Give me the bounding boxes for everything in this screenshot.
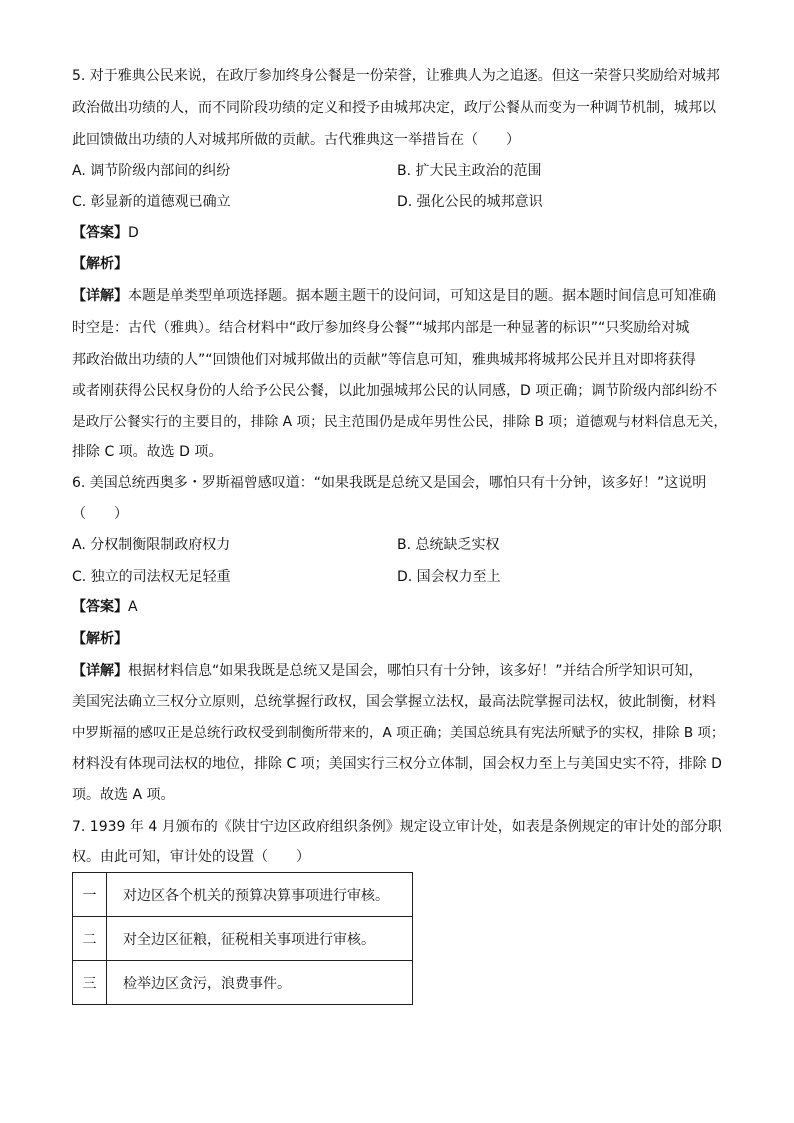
q5-detail-line-3: 邦政治做出功绩的人”“回馈他们对城邦做出的贡献”等信息可知，雅典城邦将城邦公民并且对即将获得	[72, 352, 696, 368]
q5-detail-line-2: 时空是：古代（雅典）。结合材料中“政厅参加终身公餐”“城邦内部是一种显著的标识”“只奖励给对城	[72, 320, 690, 336]
q6-detail-line-5: 项。故选 A 项。	[72, 787, 175, 803]
q5-detail-line-4: 或者刚获得公民权身份的人给予公民公餐，以此加强城邦公民的认同感，D 项正确；调节阶级内部纠纷不	[72, 383, 718, 399]
q6-analysis-label: 【解析】	[72, 631, 128, 647]
q5-option-b: B. 扩大民主政治的范围	[397, 163, 542, 179]
detail-text: 本题是单类型单项选择题。据本题主题干的设问词，可知这是目的题。据本题时间信息可知准确	[128, 288, 716, 304]
table-row	[73, 917, 413, 961]
answer-value: D	[128, 225, 139, 241]
row-text: 检举边区贪污，浪费事件。	[107, 961, 413, 1005]
q7-stem-line-2: 权。由此可知，审计处的设置（ ）	[72, 849, 310, 865]
q6-option-a: A. 分权制衡限制政府权力	[72, 537, 231, 553]
detail-text: 根据材料信息“如果我既是总统又是国会，哪怕只有十分钟，该多好！”并结合所学知识可知，	[128, 663, 703, 679]
q6-detail-line-2: 美国宪法确立三权分立原则，总统掌握行政权，国会掌握立法权，最高法院掌握司法权，彼此制衡，材料	[72, 694, 716, 710]
answer-label: 【答案】	[72, 599, 128, 615]
table-row	[73, 873, 413, 917]
row-number: 一	[73, 873, 107, 917]
q5-detail-line-6: 排除 C 项。故选 D 项。	[72, 444, 223, 460]
q5-answer	[72, 223, 139, 243]
row-number: 二	[73, 917, 107, 961]
detail-label: 【详解】	[72, 288, 128, 304]
q6-stem-line-2: （ ）	[72, 506, 128, 522]
q5-stem-line-3: 此回馈做出功绩的人对城邦所做的贡献。古代雅典这一举措旨在（ ）	[72, 132, 520, 148]
q6-option-b: B. 总统缺乏实权	[397, 537, 500, 553]
detail-label: 【详解】	[72, 663, 128, 679]
q6-answer	[72, 597, 138, 617]
q5-stem-line-2: 政治做出功绩的人，而不同阶段功绩的定义和授予由城邦决定，政厅公餐从而变为一种调节机制，城邦以	[72, 100, 716, 116]
q6-option-c: C. 独立的司法权无足轻重	[72, 569, 231, 585]
q6-detail-line-1	[72, 661, 703, 681]
row-text: 对全边区征粮，征税相关事项进行审核。	[107, 917, 413, 961]
q5-stem-line-1: 5. 对于雅典公民来说，在政厅参加终身公餐是一份荣誉，让雅典人为之追逐。但这一荣誉只奖励给对城邦	[72, 68, 720, 84]
q6-option-d: D. 国会权力至上	[397, 569, 501, 585]
row-text: 对边区各个机关的预算决算事项进行审核。	[107, 873, 413, 917]
q5-detail-line-1	[72, 286, 716, 306]
q5-option-c: C. 彰显新的道德观已确立	[72, 194, 231, 210]
table-row	[73, 961, 413, 1005]
q5-option-d: D. 强化公民的城邦意识	[397, 194, 543, 210]
q5-detail-line-5: 是政厅公餐实行的主要目的，排除 A 项；民主范围仍是成年男性公民，排除 B 项；道德观与材料信息无关，	[72, 414, 728, 430]
q5-option-a: A. 调节阶级内部间的纠纷	[72, 163, 231, 179]
row-number: 三	[73, 961, 107, 1005]
q6-stem-line-1: 6. 美国总统西奥多・罗斯福曾感叹道：“如果我既是总统又是国会，哪怕只有十分钟，该多好！”这说明	[72, 475, 707, 491]
q7-stem-line-1: 7. 1939 年 4 月颁布的《陕甘宁边区政府组织条例》规定设立审计处，如表是条例规定的审计处的部分职	[72, 819, 722, 835]
q5-analysis-label: 【解析】	[72, 256, 128, 272]
q6-detail-line-3: 中罗斯福的感叹正是总统行政权受到制衡所带来的，A 项正确；美国总统具有宪法所赋予的实权，排除 B 项；	[72, 725, 725, 741]
audit-powers-table	[72, 872, 413, 1005]
answer-value: A	[128, 599, 138, 615]
q6-detail-line-4: 材料没有体现司法权的地位，排除 C 项；美国实行三权分立体制，国会权力至上与美国史实不符，排除 D	[72, 756, 722, 772]
answer-label: 【答案】	[72, 225, 128, 241]
